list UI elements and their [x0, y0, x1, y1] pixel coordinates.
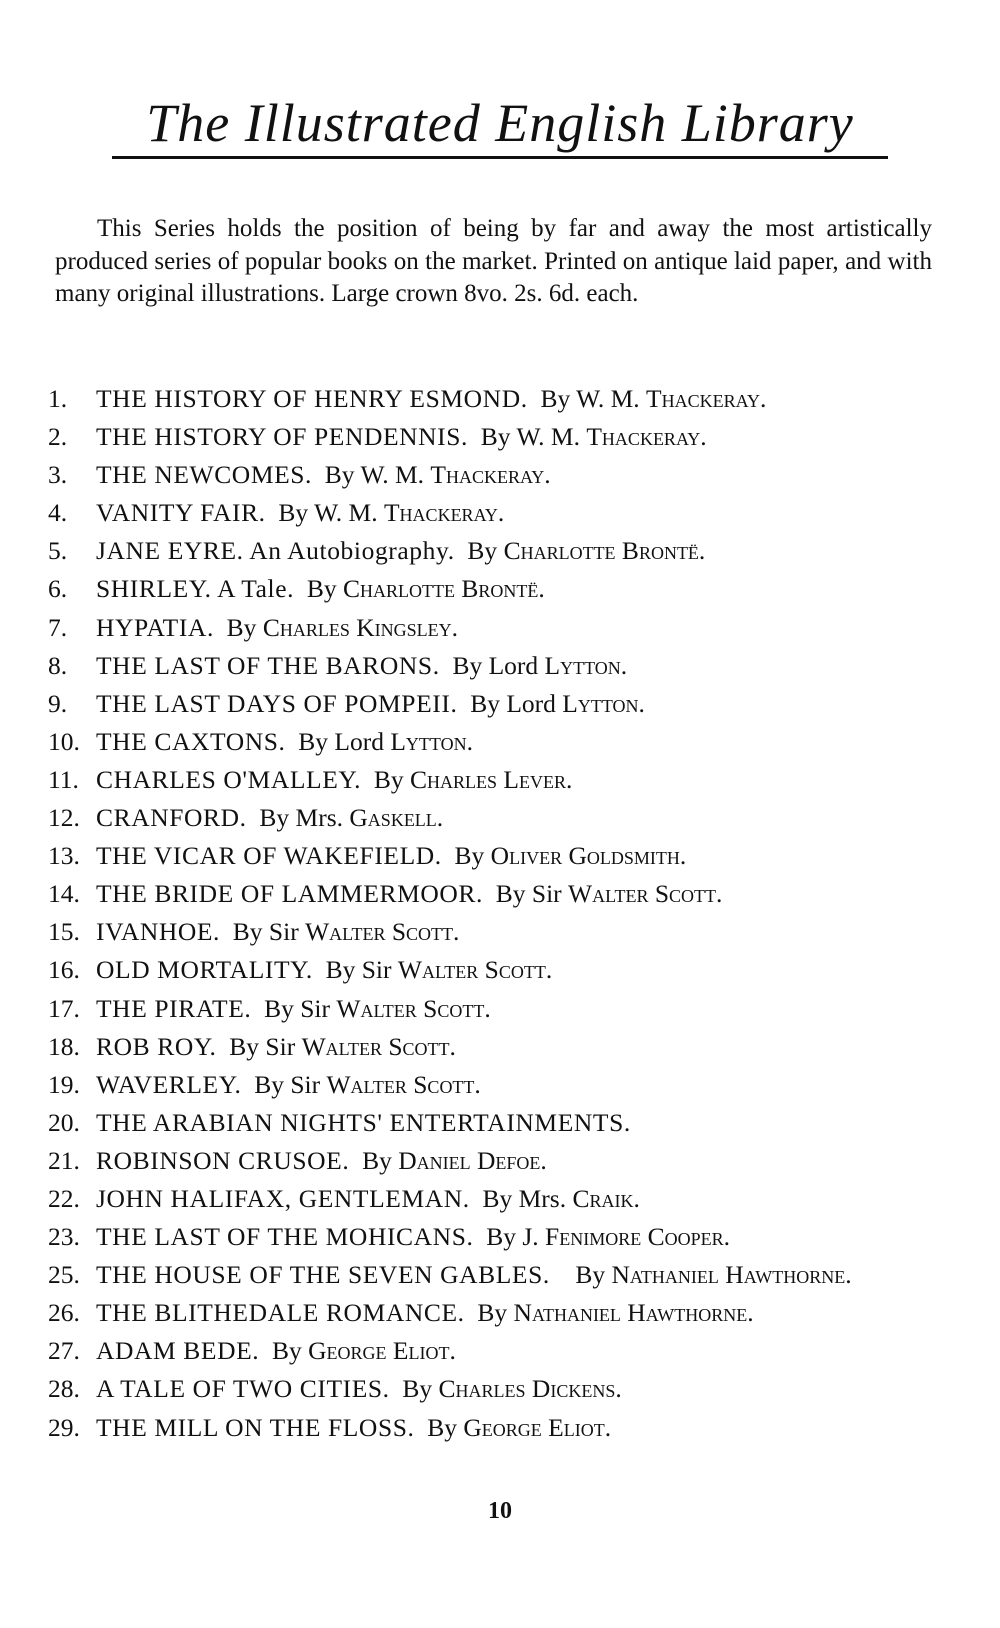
by-prefix: By [272, 1336, 302, 1366]
item-number: 18. [48, 1031, 80, 1061]
item-number: 23. [48, 1222, 80, 1252]
by-prefix: By W. M. [324, 460, 424, 490]
book-title: THE BLITHEDALE ROMANCE. [96, 1298, 465, 1328]
item-number: 13. [48, 841, 80, 871]
item-number: 20. [48, 1107, 80, 1137]
book-author: Thackeray. [646, 384, 767, 413]
book-title: THE LAST OF THE BARONS. [96, 650, 440, 680]
item-number: 11. [48, 764, 79, 794]
book-title: JOHN HALIFAX, GENTLEMAN. [96, 1183, 470, 1213]
book-title: THE HOUSE OF THE SEVEN GABLES. [96, 1260, 550, 1290]
item-number: 25. [48, 1260, 80, 1290]
book-list-item [48, 685, 938, 723]
page-title: The Illustrated English Library [146, 93, 854, 153]
book-author: Thackeray. [430, 460, 551, 490]
by-prefix: By W. M. [540, 384, 640, 413]
title-underline [112, 156, 888, 159]
book-list-item [48, 647, 938, 685]
book-title: VANITY FAIR. [96, 498, 266, 528]
intro-paragraph: This Series holds the position of being by far and away the most artistically produced series of popular books on the market. Printed on antique laid paper, and with many original illustrations. Large crown 8vo. 2s. 6d. each. [55, 215, 932, 307]
book-list-item [48, 799, 938, 837]
item-number: 3. [48, 460, 68, 490]
book-title: THE HISTORY OF PENDENNIS. [96, 422, 469, 452]
book-title: THE MILL ON THE FLOSS. [96, 1412, 415, 1442]
book-title: THE NEWCOMES. [96, 460, 313, 490]
book-list-item [48, 1294, 938, 1332]
book-list-item [48, 761, 938, 799]
page-number: 10 [488, 1498, 512, 1524]
book-author: Walter Scott. [301, 1031, 456, 1061]
book-list-item [48, 1028, 938, 1066]
book-author: Lytton. [544, 650, 628, 680]
book-list-item [48, 1332, 938, 1370]
book-author: Walter Scott. [336, 993, 491, 1023]
by-prefix: By [306, 574, 337, 604]
book-list-item [48, 875, 938, 913]
item-number: 12. [48, 803, 80, 833]
item-number: 4. [48, 498, 68, 528]
book-author: Charles Lever. [409, 764, 573, 794]
item-number: 29. [48, 1412, 80, 1442]
item-number: 26. [48, 1298, 80, 1328]
book-author: Charles Kingsley. [262, 612, 458, 642]
item-number: 1. [48, 384, 68, 413]
book-list-item [48, 723, 938, 761]
item-number: 19. [48, 1069, 80, 1099]
book-list-item [48, 609, 938, 647]
by-prefix: By Lord [470, 688, 556, 718]
item-number: 9. [48, 688, 68, 718]
by-prefix: By [575, 1260, 606, 1290]
book-title: THE VICAR OF WAKEFIELD. [96, 841, 442, 871]
by-prefix: By [467, 536, 498, 566]
book-author: Walter Scott. [568, 879, 723, 909]
by-prefix: By [226, 612, 257, 642]
book-title: THE LAST DAYS OF POMPEII. [96, 688, 458, 718]
by-prefix: By Sir [495, 879, 562, 909]
book-list [48, 380, 938, 1447]
book-list-item [48, 1256, 938, 1294]
by-prefix: By Mrs. [259, 803, 344, 833]
item-number: 14. [48, 879, 80, 909]
by-prefix: By W. M. [480, 422, 580, 452]
item-number: 2. [48, 422, 68, 452]
book-title: THE CAXTONS. [96, 726, 286, 756]
book-list-item [48, 1142, 938, 1180]
by-prefix: By Sir [232, 917, 299, 947]
book-title: WAVERLEY. [96, 1069, 242, 1099]
book-title: JANE EYRE. An Autobiography. [96, 536, 455, 566]
item-number: 27. [48, 1336, 80, 1366]
book-list-item [48, 532, 938, 570]
item-number: 15. [48, 917, 80, 947]
by-prefix: By Sir [229, 1031, 296, 1061]
book-list-item [48, 380, 938, 418]
book-author: Daniel Defoe. [398, 1145, 547, 1175]
book-list-item [48, 570, 938, 608]
book-list-item [48, 1180, 938, 1218]
book-author: George Eliot. [308, 1336, 456, 1366]
item-number: 5. [48, 536, 68, 566]
book-author: Nathaniel Hawthorne. [611, 1260, 852, 1290]
book-list-item [48, 494, 938, 532]
book-title: THE BRIDE OF LAMMERMOOR. [96, 879, 484, 909]
book-author: Lytton. [390, 726, 473, 756]
book-list-item [48, 990, 938, 1028]
by-prefix: By Sir [264, 993, 330, 1023]
by-prefix: By [454, 841, 485, 871]
by-prefix: By W. M. [278, 498, 378, 528]
book-list-item [48, 837, 938, 875]
book-list-item [48, 418, 938, 456]
item-number: 22. [48, 1183, 80, 1213]
book-list-item [48, 951, 938, 989]
item-number: 28. [48, 1374, 80, 1404]
by-prefix: By [477, 1298, 508, 1328]
book-title: THE LAST OF THE MOHICANS. [96, 1222, 474, 1252]
item-number: 10. [48, 726, 80, 756]
book-author: Nathaniel Hawthorne. [513, 1298, 754, 1328]
book-title: THE PIRATE. [96, 993, 252, 1023]
book-list-item [48, 1370, 938, 1408]
book-list-item [48, 1066, 938, 1104]
book-author: Thackeray. [586, 422, 707, 452]
by-prefix: By [402, 1374, 433, 1404]
book-title: OLD MORTALITY. [96, 955, 313, 985]
item-number: 16. [48, 955, 80, 985]
book-title: A TALE OF TWO CITIES. [96, 1374, 390, 1404]
book-author: Thackeray. [383, 498, 505, 528]
item-number: 6. [48, 574, 68, 604]
item-number: 7. [48, 612, 68, 642]
book-list-item [48, 913, 938, 951]
book-author: Gaskell. [349, 803, 444, 833]
book-title: ROBINSON CRUSOE. [96, 1145, 350, 1175]
book-title: IVANHOE. [96, 917, 221, 947]
by-prefix: By Mrs. [482, 1183, 567, 1213]
book-list-item [48, 1409, 938, 1447]
by-prefix: By [427, 1412, 458, 1442]
book-author: Oliver Goldsmith. [490, 841, 687, 871]
item-number: 21. [48, 1145, 80, 1175]
book-author: Lytton. [562, 688, 645, 718]
book-title: THE HISTORY OF HENRY ESMOND. [96, 384, 528, 413]
book-title: ADAM BEDE. [96, 1336, 260, 1366]
book-title: HYPATIA. [96, 612, 214, 642]
book-list-item [48, 1104, 938, 1142]
book-author: Walter Scott. [305, 917, 460, 947]
by-prefix: By [362, 1145, 392, 1175]
book-list-item [48, 456, 938, 494]
by-prefix: By Sir [254, 1069, 321, 1099]
by-prefix: By J. [486, 1222, 539, 1252]
book-author: Charlotte Brontë. [343, 574, 545, 604]
by-prefix: By Lord [452, 650, 539, 680]
by-prefix: By [373, 764, 404, 794]
book-author: George Eliot. [463, 1412, 612, 1442]
book-title: SHIRLEY. A Tale. [96, 574, 295, 604]
book-list-item [48, 1218, 938, 1256]
book-author: Charlotte Brontë. [503, 536, 706, 566]
book-title: THE ARABIAN NIGHTS' ENTERTAINMENTS. [96, 1107, 631, 1137]
book-author: Walter Scott. [397, 955, 553, 985]
book-author: Charles Dickens. [438, 1374, 622, 1404]
by-prefix: By Sir [325, 955, 392, 985]
book-title: CRANFORD. [96, 803, 247, 833]
item-number: 8. [48, 650, 68, 680]
book-title: ROB ROY. [96, 1031, 217, 1061]
book-title: CHARLES O'MALLEY. [96, 764, 362, 794]
book-author: Walter Scott. [326, 1069, 481, 1099]
book-author: Fenimore Cooper. [545, 1222, 730, 1252]
by-prefix: By Lord [298, 726, 384, 756]
book-author: Craik. [572, 1183, 640, 1213]
item-number: 17. [48, 993, 80, 1023]
